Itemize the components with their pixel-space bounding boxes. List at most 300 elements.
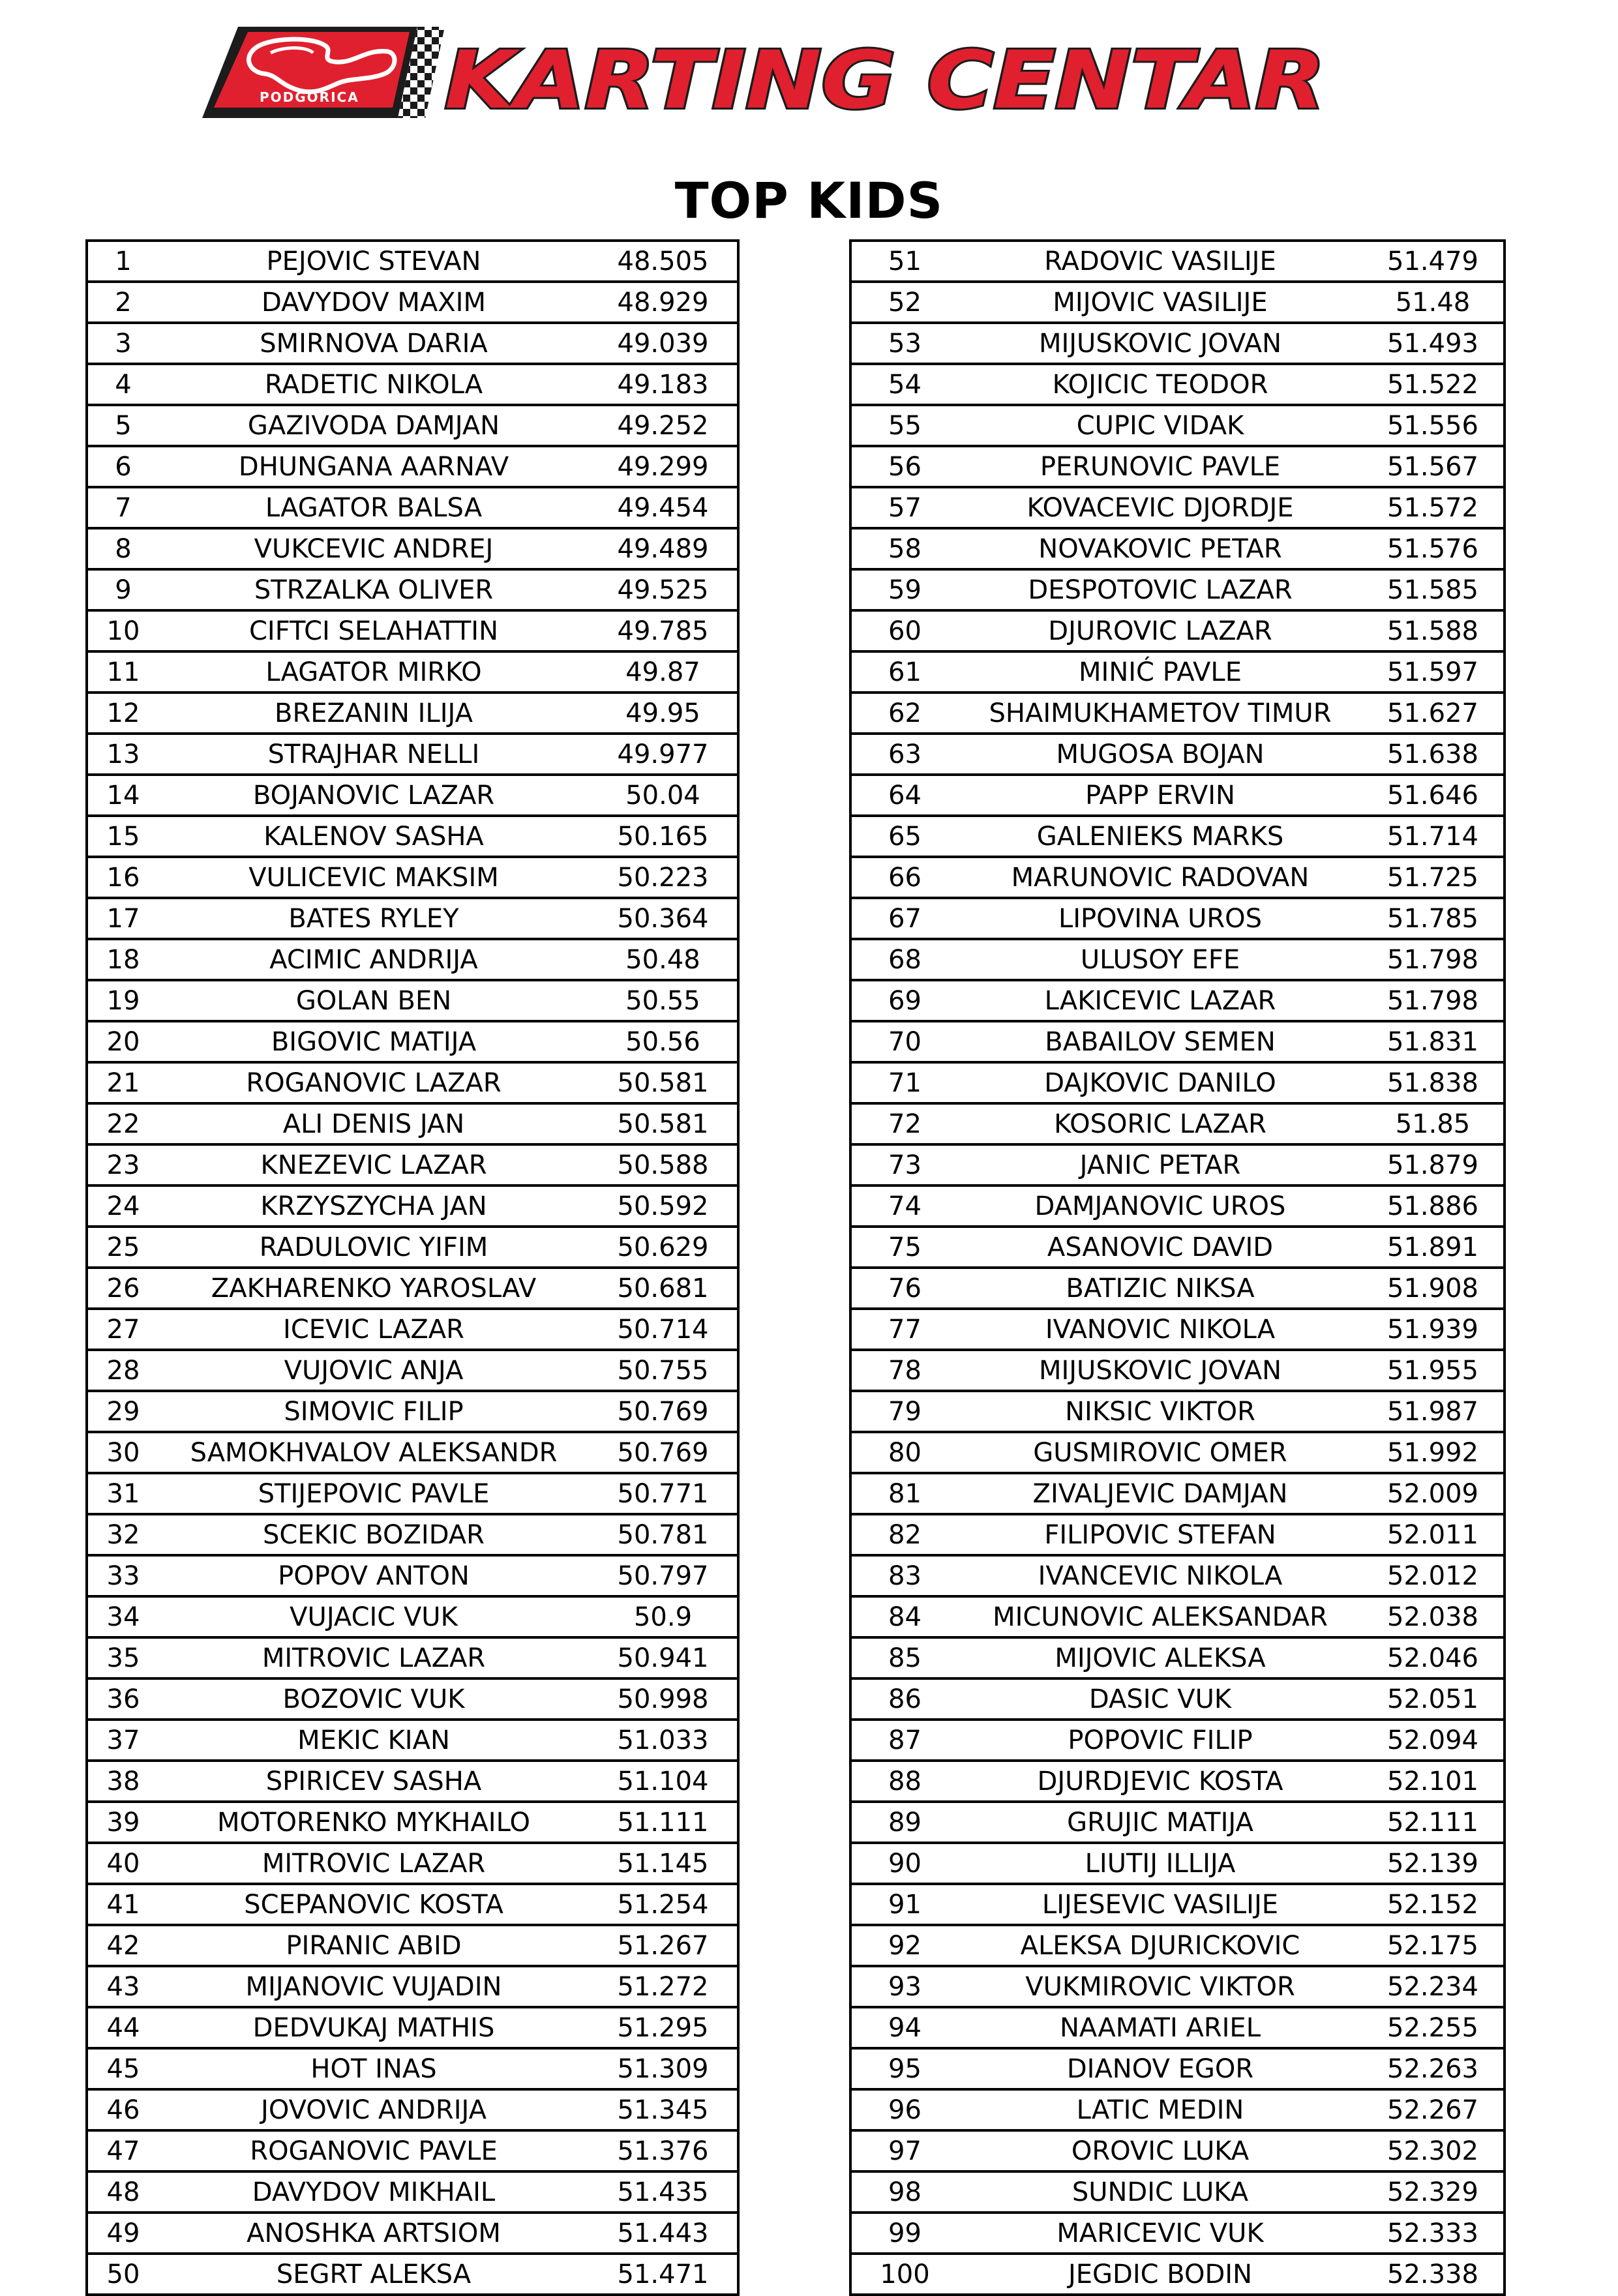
- driver-name-cell: MIJOVIC VASILIJE: [958, 282, 1362, 323]
- lap-time-cell: 48.929: [589, 282, 738, 323]
- table-row: [850, 1473, 1505, 1514]
- lap-time-cell: 51.272: [589, 1966, 738, 2007]
- driver-name-cell: DASIC VUK: [958, 1678, 1362, 1720]
- lap-time-cell: 50.941: [589, 1637, 738, 1678]
- table-row: [850, 1062, 1505, 1103]
- rank-cell: 24: [87, 1185, 158, 1227]
- driver-name-cell: KALENOV SASHA: [158, 816, 589, 857]
- table-row: [850, 898, 1505, 939]
- table-row: [850, 2089, 1505, 2130]
- table-row: [850, 1555, 1505, 1596]
- lap-time-cell: 51.295: [589, 2007, 738, 2048]
- driver-name-cell: DJUROVIC LAZAR: [958, 610, 1362, 651]
- lap-time-cell: 51.576: [1362, 528, 1505, 569]
- table-row: [87, 1144, 738, 1185]
- lap-time-cell: 52.329: [1362, 2171, 1505, 2213]
- lap-time-cell: 52.333: [1362, 2213, 1505, 2254]
- driver-name-cell: DEDVUKAJ MATHIS: [158, 2007, 589, 2048]
- driver-name-cell: DAMJANOVIC UROS: [958, 1185, 1362, 1227]
- driver-name-cell: ANOSHKA ARTSIOM: [158, 2213, 589, 2254]
- rank-cell: 47: [87, 2130, 158, 2171]
- lap-time-cell: 50.581: [589, 1062, 738, 1103]
- lap-time-cell: 51.798: [1362, 939, 1505, 980]
- rank-cell: 50: [87, 2254, 158, 2295]
- driver-name-cell: GOLAN BEN: [158, 980, 589, 1021]
- table-row: [850, 939, 1505, 980]
- driver-name-cell: STRZALKA OLIVER: [158, 569, 589, 610]
- table-row: [87, 816, 738, 857]
- table-row: [850, 528, 1505, 569]
- lap-time-cell: 50.755: [589, 1350, 738, 1391]
- table-row: [87, 405, 738, 446]
- rank-cell: 83: [850, 1555, 958, 1596]
- driver-name-cell: MIJUSKOVIC JOVAN: [958, 1350, 1362, 1391]
- driver-name-cell: KRZYSZYCHA JAN: [158, 1185, 589, 1227]
- table-row: [850, 1350, 1505, 1391]
- driver-name-cell: BABAILOV SEMEN: [958, 1021, 1362, 1062]
- driver-name-cell: ALEKSA DJURICKOVIC: [958, 1925, 1362, 1966]
- table-row: [87, 1555, 738, 1596]
- rank-cell: 71: [850, 1062, 958, 1103]
- lap-time-cell: 49.977: [589, 734, 738, 775]
- rank-cell: 29: [87, 1391, 158, 1432]
- lap-time-cell: 50.223: [589, 857, 738, 898]
- table-row: [850, 1021, 1505, 1062]
- driver-name-cell: GRUJIC MATIJA: [958, 1802, 1362, 1843]
- table-row: [850, 1144, 1505, 1185]
- driver-name-cell: LATIC MEDIN: [958, 2089, 1362, 2130]
- lap-time-cell: 49.454: [589, 487, 738, 528]
- lap-time-cell: 51.638: [1362, 734, 1505, 775]
- rank-cell: 33: [87, 1555, 158, 1596]
- driver-name-cell: BREZANIN ILIJA: [158, 693, 589, 734]
- driver-name-cell: PEJOVIC STEVAN: [158, 241, 589, 282]
- table-row: [87, 1021, 738, 1062]
- rank-cell: 74: [850, 1185, 958, 1227]
- driver-name-cell: MITROVIC LAZAR: [158, 1637, 589, 1678]
- lap-time-cell: 51.145: [589, 1843, 738, 1884]
- table-row: [850, 1637, 1505, 1678]
- driver-name-cell: MITROVIC LAZAR: [158, 1843, 589, 1884]
- driver-name-cell: NOVAKOVIC PETAR: [958, 528, 1362, 569]
- lap-time-cell: 51.345: [589, 2089, 738, 2130]
- rank-cell: 19: [87, 980, 158, 1021]
- rank-cell: 70: [850, 1021, 958, 1062]
- table-row: [87, 323, 738, 364]
- rank-cell: 58: [850, 528, 958, 569]
- table-row: [850, 1720, 1505, 1761]
- table-row: [87, 857, 738, 898]
- rank-cell: 36: [87, 1678, 158, 1720]
- driver-name-cell: DJURDJEVIC KOSTA: [958, 1761, 1362, 1802]
- table-row: [850, 1432, 1505, 1473]
- rank-cell: 96: [850, 2089, 958, 2130]
- rank-cell: 88: [850, 1761, 958, 1802]
- logo-name-text: KARTING CENTAR: [445, 34, 1325, 121]
- table-row: [850, 364, 1505, 405]
- table-row: [87, 1309, 738, 1350]
- rank-cell: 91: [850, 1884, 958, 1925]
- lap-time-cell: 52.175: [1362, 1925, 1505, 1966]
- lap-time-cell: 49.87: [589, 651, 738, 693]
- table-row: [87, 2130, 738, 2171]
- driver-name-cell: MIJOVIC ALEKSA: [958, 1637, 1362, 1678]
- table-row: [87, 2254, 738, 2295]
- driver-name-cell: POPOV ANTON: [158, 1555, 589, 1596]
- table-row: [850, 651, 1505, 693]
- table-row: [87, 2007, 738, 2048]
- rank-cell: 7: [87, 487, 158, 528]
- driver-name-cell: DIANOV EGOR: [958, 2048, 1362, 2089]
- table-row: [87, 2089, 738, 2130]
- driver-name-cell: NAAMATI ARIEL: [958, 2007, 1362, 2048]
- table-row: [850, 857, 1505, 898]
- lap-time-cell: 50.629: [589, 1227, 738, 1268]
- rank-cell: 37: [87, 1720, 158, 1761]
- rank-cell: 63: [850, 734, 958, 775]
- rank-cell: 28: [87, 1350, 158, 1391]
- lap-time-cell: 51.522: [1362, 364, 1505, 405]
- driver-name-cell: GUSMIROVIC OMER: [958, 1432, 1362, 1473]
- rank-cell: 66: [850, 857, 958, 898]
- rank-cell: 55: [850, 405, 958, 446]
- lap-time-cell: 51.785: [1362, 898, 1505, 939]
- lap-time-cell: 51.627: [1362, 693, 1505, 734]
- rank-cell: 1: [87, 241, 158, 282]
- lap-time-cell: 51.111: [589, 1802, 738, 1843]
- table-row: [87, 610, 738, 651]
- table-row: [87, 1720, 738, 1761]
- lap-time-cell: 50.781: [589, 1514, 738, 1555]
- lap-time-cell: 49.95: [589, 693, 738, 734]
- rank-cell: 62: [850, 693, 958, 734]
- lap-time-cell: 50.769: [589, 1432, 738, 1473]
- lap-time-cell: 50.998: [589, 1678, 738, 1720]
- lap-time-cell: 51.646: [1362, 775, 1505, 816]
- table-row: [87, 1596, 738, 1637]
- rank-cell: 57: [850, 487, 958, 528]
- rank-cell: 64: [850, 775, 958, 816]
- rank-cell: 97: [850, 2130, 958, 2171]
- table-row: [87, 1884, 738, 1925]
- rank-cell: 4: [87, 364, 158, 405]
- rank-cell: 89: [850, 1802, 958, 1843]
- driver-name-cell: VUJACIC VUK: [158, 1596, 589, 1637]
- driver-name-cell: DAVYDOV MIKHAIL: [158, 2171, 589, 2213]
- lap-time-cell: 51.597: [1362, 651, 1505, 693]
- driver-name-cell: MUGOSA BOJAN: [958, 734, 1362, 775]
- driver-name-cell: KOJICIC TEODOR: [958, 364, 1362, 405]
- rank-cell: 60: [850, 610, 958, 651]
- driver-name-cell: SIMOVIC FILIP: [158, 1391, 589, 1432]
- table-row: [87, 1185, 738, 1227]
- driver-name-cell: ICEVIC LAZAR: [158, 1309, 589, 1350]
- table-row: [87, 693, 738, 734]
- table-row: [87, 898, 738, 939]
- lap-time-cell: 52.267: [1362, 2089, 1505, 2130]
- rank-cell: 100: [850, 2254, 958, 2295]
- rank-cell: 98: [850, 2171, 958, 2213]
- rank-cell: 22: [87, 1103, 158, 1144]
- lap-time-cell: 50.04: [589, 775, 738, 816]
- rank-cell: 31: [87, 1473, 158, 1514]
- lap-time-cell: 51.443: [589, 2213, 738, 2254]
- rank-cell: 94: [850, 2007, 958, 2048]
- lap-time-cell: 51.939: [1362, 1309, 1505, 1350]
- table-row: [87, 2048, 738, 2089]
- driver-name-cell: DHUNGANA AARNAV: [158, 446, 589, 487]
- rank-cell: 65: [850, 816, 958, 857]
- lap-time-cell: 52.101: [1362, 1761, 1505, 1802]
- lap-time-cell: 48.505: [589, 241, 738, 282]
- rank-cell: 44: [87, 2007, 158, 2048]
- driver-name-cell: MICUNOVIC ALEKSANDAR: [958, 1596, 1362, 1637]
- rank-cell: 27: [87, 1309, 158, 1350]
- table-row: [87, 1678, 738, 1720]
- lap-time-cell: 51.891: [1362, 1227, 1505, 1268]
- table-row: [87, 528, 738, 569]
- rank-cell: 34: [87, 1596, 158, 1637]
- lap-time-cell: 52.111: [1362, 1802, 1505, 1843]
- driver-name-cell: KNEZEVIC LAZAR: [158, 1144, 589, 1185]
- table-row: [87, 1268, 738, 1309]
- lap-time-cell: 52.011: [1362, 1514, 1505, 1555]
- table-row: [850, 405, 1505, 446]
- table-row: [850, 734, 1505, 775]
- lap-time-cell: 51.879: [1362, 1144, 1505, 1185]
- lap-time-cell: 51.585: [1362, 569, 1505, 610]
- rank-cell: 32: [87, 1514, 158, 1555]
- rank-cell: 16: [87, 857, 158, 898]
- table-row: [850, 1966, 1505, 2007]
- rank-cell: 18: [87, 939, 158, 980]
- rank-cell: 30: [87, 1432, 158, 1473]
- lap-time-cell: 52.012: [1362, 1555, 1505, 1596]
- driver-name-cell: PAPP ERVIN: [958, 775, 1362, 816]
- lap-time-cell: 51.714: [1362, 816, 1505, 857]
- rank-cell: 52: [850, 282, 958, 323]
- driver-name-cell: NIKSIC VIKTOR: [958, 1391, 1362, 1432]
- driver-name-cell: MARUNOVIC RADOVAN: [958, 857, 1362, 898]
- rank-cell: 17: [87, 898, 158, 939]
- driver-name-cell: MIJANOVIC VUJADIN: [158, 1966, 589, 2007]
- table-row: [850, 1103, 1505, 1144]
- driver-name-cell: VULICEVIC MAKSIM: [158, 857, 589, 898]
- table-row: [87, 569, 738, 610]
- rank-cell: 13: [87, 734, 158, 775]
- lap-time-cell: 51.798: [1362, 980, 1505, 1021]
- driver-name-cell: LIPOVINA UROS: [958, 898, 1362, 939]
- rank-cell: 11: [87, 651, 158, 693]
- driver-name-cell: KOVACEVIC DJORDJE: [958, 487, 1362, 528]
- driver-name-cell: RADULOVIC YIFIM: [158, 1227, 589, 1268]
- lap-time-cell: 52.302: [1362, 2130, 1505, 2171]
- driver-name-cell: HOT INAS: [158, 2048, 589, 2089]
- table-row: [850, 2048, 1505, 2089]
- table-row: [87, 1514, 738, 1555]
- driver-name-cell: PIRANIC ABID: [158, 1925, 589, 1966]
- table-row: [87, 487, 738, 528]
- driver-name-cell: POPOVIC FILIP: [958, 1720, 1362, 1761]
- rank-cell: 10: [87, 610, 158, 651]
- rank-cell: 20: [87, 1021, 158, 1062]
- table-row: [87, 1391, 738, 1432]
- lap-time-cell: 50.55: [589, 980, 738, 1021]
- driver-name-cell: LAKICEVIC LAZAR: [958, 980, 1362, 1021]
- lap-time-cell: 51.435: [589, 2171, 738, 2213]
- driver-name-cell: OROVIC LUKA: [958, 2130, 1362, 2171]
- driver-name-cell: VUKMIROVIC VIKTOR: [958, 1966, 1362, 2007]
- table-row: [87, 1925, 738, 1966]
- driver-name-cell: ASANOVIC DAVID: [958, 1227, 1362, 1268]
- lap-time-cell: 51.471: [589, 2254, 738, 2295]
- driver-name-cell: MEKIC KIAN: [158, 1720, 589, 1761]
- table-row: [850, 1391, 1505, 1432]
- table-row: [87, 775, 738, 816]
- rank-cell: 72: [850, 1103, 958, 1144]
- rank-cell: 40: [87, 1843, 158, 1884]
- lap-time-cell: 50.588: [589, 1144, 738, 1185]
- table-row: [87, 1473, 738, 1514]
- rank-cell: 23: [87, 1144, 158, 1185]
- rank-cell: 90: [850, 1843, 958, 1884]
- driver-name-cell: ZAKHARENKO YAROSLAV: [158, 1268, 589, 1309]
- rank-cell: 9: [87, 569, 158, 610]
- lap-time-cell: 51.48: [1362, 282, 1505, 323]
- driver-name-cell: LAGATOR BALSA: [158, 487, 589, 528]
- rank-cell: 56: [850, 446, 958, 487]
- driver-name-cell: LAGATOR MIRKO: [158, 651, 589, 693]
- lap-time-cell: 51.838: [1362, 1062, 1505, 1103]
- lap-time-cell: 50.165: [589, 816, 738, 857]
- driver-name-cell: RADOVIC VASILIJE: [958, 241, 1362, 282]
- lap-time-cell: 49.299: [589, 446, 738, 487]
- table-row: [850, 1514, 1505, 1555]
- table-row: [850, 2130, 1505, 2171]
- table-row: [850, 816, 1505, 857]
- rank-cell: 80: [850, 1432, 958, 1473]
- driver-name-cell: MIJUSKOVIC JOVAN: [958, 323, 1362, 364]
- lap-time-cell: 51.572: [1362, 487, 1505, 528]
- table-row: [850, 2171, 1505, 2213]
- lap-time-cell: 50.581: [589, 1103, 738, 1144]
- driver-name-cell: BOJANOVIC LAZAR: [158, 775, 589, 816]
- driver-name-cell: VUJOVIC ANJA: [158, 1350, 589, 1391]
- lap-time-cell: 52.255: [1362, 2007, 1505, 2048]
- driver-name-cell: MINIĆ PAVLE: [958, 651, 1362, 693]
- driver-name-cell: ULUSOY EFE: [958, 939, 1362, 980]
- table-row: [850, 1678, 1505, 1720]
- driver-name-cell: GALENIEKS MARKS: [958, 816, 1362, 857]
- rank-cell: 77: [850, 1309, 958, 1350]
- table-row: [850, 1761, 1505, 1802]
- table-row: [850, 487, 1505, 528]
- lap-time-cell: 49.183: [589, 364, 738, 405]
- driver-name-cell: MOTORENKO MYKHAILO: [158, 1802, 589, 1843]
- table-row: [850, 1309, 1505, 1350]
- logo-city-text: PODGORICA: [260, 89, 359, 105]
- rank-cell: 59: [850, 569, 958, 610]
- rank-cell: 5: [87, 405, 158, 446]
- driver-name-cell: SPIRICEV SASHA: [158, 1761, 589, 1802]
- table-row: [850, 1185, 1505, 1227]
- table-row: [850, 446, 1505, 487]
- table-row: [87, 1966, 738, 2007]
- rank-cell: 53: [850, 323, 958, 364]
- lap-time-cell: 51.254: [589, 1884, 738, 1925]
- lap-time-cell: 51.479: [1362, 241, 1505, 282]
- table-row: [850, 2254, 1505, 2295]
- lap-time-cell: 51.309: [589, 2048, 738, 2089]
- rank-cell: 79: [850, 1391, 958, 1432]
- table-row: [87, 651, 738, 693]
- lap-time-cell: 51.588: [1362, 610, 1505, 651]
- rank-cell: 85: [850, 1637, 958, 1678]
- rank-cell: 69: [850, 980, 958, 1021]
- rank-cell: 76: [850, 1268, 958, 1309]
- rank-cell: 43: [87, 1966, 158, 2007]
- lap-time-cell: 50.56: [589, 1021, 738, 1062]
- lap-time-cell: 50.769: [589, 1391, 738, 1432]
- driver-name-cell: SCEKIC BOZIDAR: [158, 1514, 589, 1555]
- table-row: [850, 775, 1505, 816]
- table-row: [87, 1062, 738, 1103]
- table-row: [87, 1843, 738, 1884]
- driver-name-cell: ALI DENIS JAN: [158, 1103, 589, 1144]
- driver-name-cell: JANIC PETAR: [958, 1144, 1362, 1185]
- lap-time-cell: 51.831: [1362, 1021, 1505, 1062]
- lap-time-cell: 52.046: [1362, 1637, 1505, 1678]
- driver-name-cell: IVANCEVIC NIKOLA: [958, 1555, 1362, 1596]
- driver-name-cell: ROGANOVIC PAVLE: [158, 2130, 589, 2171]
- driver-name-cell: SAMOKHVALOV ALEKSANDR: [158, 1432, 589, 1473]
- rank-cell: 95: [850, 2048, 958, 2089]
- driver-name-cell: SEGRT ALEKSA: [158, 2254, 589, 2295]
- rank-cell: 51: [850, 241, 958, 282]
- lap-time-cell: 51.955: [1362, 1350, 1505, 1391]
- rank-cell: 14: [87, 775, 158, 816]
- driver-name-cell: BOZOVIC VUK: [158, 1678, 589, 1720]
- lap-time-cell: 51.987: [1362, 1391, 1505, 1432]
- lap-time-cell: 50.714: [589, 1309, 738, 1350]
- rank-cell: 54: [850, 364, 958, 405]
- driver-name-cell: SCEPANOVIC KOSTA: [158, 1884, 589, 1925]
- lap-time-cell: 50.797: [589, 1555, 738, 1596]
- lap-time-cell: 51.267: [589, 1925, 738, 1966]
- table-row: [850, 282, 1505, 323]
- table-row: [850, 1884, 1505, 1925]
- table-row: [850, 2213, 1505, 2254]
- driver-name-cell: DAVYDOV MAXIM: [158, 282, 589, 323]
- rank-cell: 87: [850, 1720, 958, 1761]
- table-row: [87, 1432, 738, 1473]
- table-row: [850, 1596, 1505, 1637]
- table-row: [87, 1802, 738, 1843]
- lap-time-cell: 52.139: [1362, 1843, 1505, 1884]
- rank-cell: 12: [87, 693, 158, 734]
- rank-cell: 93: [850, 1966, 958, 2007]
- table-row: [87, 364, 738, 405]
- rank-cell: 92: [850, 1925, 958, 1966]
- table-row: [850, 241, 1505, 282]
- lap-time-cell: 52.094: [1362, 1720, 1505, 1761]
- table-row: [87, 1637, 738, 1678]
- lap-time-cell: 51.992: [1362, 1432, 1505, 1473]
- table-row: [850, 569, 1505, 610]
- driver-name-cell: CUPIC VIDAK: [958, 405, 1362, 446]
- lap-time-cell: 51.376: [589, 2130, 738, 2171]
- table-row: [87, 446, 738, 487]
